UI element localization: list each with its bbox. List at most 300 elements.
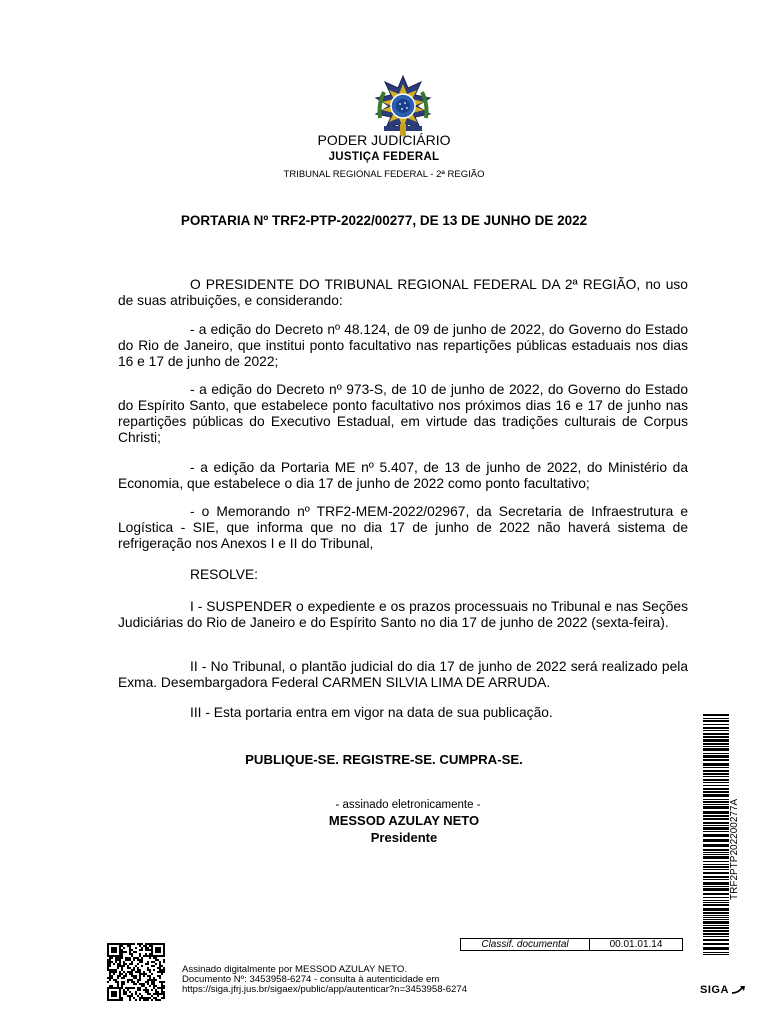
barcode-bar xyxy=(703,827,729,830)
qr-module xyxy=(139,983,141,985)
qr-module xyxy=(107,963,109,965)
qr-module xyxy=(119,975,121,977)
barcode-bar xyxy=(703,876,729,878)
qr-module xyxy=(163,947,165,949)
qr-module xyxy=(119,945,121,947)
qr-module xyxy=(147,979,149,981)
qr-module xyxy=(113,993,115,995)
qr-module xyxy=(131,973,133,975)
qr-module xyxy=(131,961,133,963)
coat-of-arms-icon xyxy=(372,74,434,138)
qr-module xyxy=(159,951,161,953)
barcode-bar xyxy=(703,804,729,805)
barcode-bar xyxy=(703,879,729,880)
qr-module xyxy=(115,959,117,961)
qr-module xyxy=(139,969,141,971)
barcode-bar xyxy=(703,815,729,817)
qr-module xyxy=(125,973,127,975)
qr-module xyxy=(129,963,131,965)
barcode-bar xyxy=(703,854,729,855)
barcode-bar xyxy=(703,746,729,747)
qr-module xyxy=(117,977,119,979)
barcode-bar xyxy=(703,718,729,719)
barcode-bar xyxy=(703,785,729,786)
qr-module xyxy=(139,959,141,961)
qr-module xyxy=(143,997,145,999)
barcode-bar xyxy=(703,720,729,722)
qr-module xyxy=(149,985,151,987)
barcode-bar xyxy=(703,811,729,814)
qr-module xyxy=(153,983,155,985)
qr-module xyxy=(143,999,145,1001)
barcode-bar xyxy=(703,776,729,777)
paragraph-decreto-es: - a edição do Decreto nº 973-S, de 10 de junho de 2022, do Governo do Estado do Espírito Santo, que estabelece ponto facultativo nos próximos dias 16 e 17 de junho nas repartições públicas do Executivo Estadual, em virtude das tradições culturais de Corpus Christi; xyxy=(118,382,688,445)
qr-module xyxy=(151,965,153,967)
qr-module xyxy=(113,963,115,965)
qr-module xyxy=(115,995,117,997)
qr-module xyxy=(117,999,119,1001)
qr-module xyxy=(139,971,141,973)
qr-module xyxy=(133,969,135,971)
barcode-bar xyxy=(703,727,729,729)
qr-module xyxy=(139,977,141,979)
qr-module xyxy=(161,987,163,989)
qr-module xyxy=(153,961,155,963)
qr-module xyxy=(161,997,163,999)
qr-module xyxy=(157,951,159,953)
qr-module xyxy=(115,955,117,957)
qr-module xyxy=(115,969,117,971)
barcode-bar xyxy=(703,822,729,824)
qr-module xyxy=(147,989,149,991)
qr-module xyxy=(111,949,113,951)
qr-module xyxy=(117,983,119,985)
qr-module xyxy=(111,977,113,979)
barcode xyxy=(703,714,747,956)
barcode-bar xyxy=(703,930,729,932)
qr-module xyxy=(163,995,165,997)
qr-module xyxy=(129,959,131,961)
qr-module xyxy=(143,989,145,991)
qr-module xyxy=(109,963,111,965)
qr-module xyxy=(115,999,117,1001)
qr-module xyxy=(139,953,141,955)
qr-module xyxy=(153,957,155,959)
qr-module xyxy=(157,999,159,1001)
qr-module xyxy=(113,973,115,975)
barcode-bar xyxy=(703,748,729,751)
barcode-bar xyxy=(703,714,729,716)
qr-module xyxy=(117,975,119,977)
qr-module xyxy=(129,973,131,975)
qr-module xyxy=(163,945,165,947)
qr-module xyxy=(153,943,155,945)
qr-module xyxy=(149,975,151,977)
qr-module xyxy=(161,981,163,983)
qr-module xyxy=(147,967,149,969)
qr-module xyxy=(137,995,139,997)
barcode-bar xyxy=(703,736,729,738)
qr-module xyxy=(159,993,161,995)
qr-module xyxy=(163,949,165,951)
qr-module xyxy=(109,959,111,961)
qr-module xyxy=(117,959,119,961)
qr-module xyxy=(129,971,131,973)
qr-module xyxy=(127,995,129,997)
barcode-bar xyxy=(703,864,729,865)
qr-module xyxy=(119,995,121,997)
qr-module xyxy=(163,955,165,957)
qr-module xyxy=(117,987,119,989)
qr-module xyxy=(115,947,117,949)
qr-module xyxy=(161,985,163,987)
qr-module xyxy=(149,993,151,995)
qr-module xyxy=(155,993,157,995)
qr-module xyxy=(115,943,117,945)
qr-module xyxy=(151,949,153,951)
qr-module xyxy=(139,975,141,977)
barcode-bar xyxy=(703,866,729,868)
footer-line-3[interactable]: https://siga.jfrj.jus.br/sigaex/public/app/autenticar?n=3453958-6274 xyxy=(182,984,468,995)
qr-module xyxy=(123,989,125,991)
barcode-bar xyxy=(703,739,729,742)
qr-module xyxy=(161,943,163,945)
qr-module xyxy=(121,943,123,945)
closing-publique: PUBLIQUE-SE. REGISTRE-SE. CUMPRA-SE. xyxy=(245,752,523,767)
qr-module xyxy=(155,999,157,1001)
qr-module xyxy=(147,975,149,977)
qr-module xyxy=(145,953,147,955)
barcode-bar xyxy=(703,893,729,895)
siga-logo-text: SIGA xyxy=(700,984,729,996)
qr-module xyxy=(113,969,115,971)
qr-module xyxy=(157,971,159,973)
qr-module xyxy=(159,977,161,979)
qr-module xyxy=(113,987,115,989)
qr-module xyxy=(115,981,117,983)
siga-logo xyxy=(700,984,746,996)
qr-module xyxy=(147,981,149,983)
qr-module xyxy=(159,971,161,973)
qr-module xyxy=(129,957,131,959)
qr-module xyxy=(151,955,153,957)
qr-module xyxy=(113,947,115,949)
barcode-bar xyxy=(703,921,729,924)
qr-module xyxy=(107,943,109,945)
qr-module xyxy=(129,943,131,945)
qr-module xyxy=(155,989,157,991)
classification-table xyxy=(460,938,683,951)
qr-module xyxy=(151,951,153,953)
barcode-bar xyxy=(703,801,729,803)
qr-module xyxy=(159,981,161,983)
qr-module xyxy=(139,979,141,981)
qr-module xyxy=(131,971,133,973)
qr-module xyxy=(159,949,161,951)
qr-module xyxy=(107,981,109,983)
qr-module xyxy=(163,961,165,963)
qr-module xyxy=(125,951,127,953)
qr-module xyxy=(123,961,125,963)
qr-module xyxy=(115,957,117,959)
qr-module xyxy=(119,951,121,953)
barcode-bar xyxy=(703,839,729,842)
qr-code[interactable] xyxy=(107,943,165,1001)
qr-module xyxy=(129,945,131,947)
qr-module xyxy=(163,971,165,973)
qr-module xyxy=(131,953,133,955)
qr-module xyxy=(147,943,149,945)
paragraph-decreto-rj: - a edição do Decreto nº 48.124, de 09 de junho de 2022, do Governo do Estado do Rio de Janeiro, que institui ponto facultativo nas repartições públicas estaduais nos dias 16 e 17 de junho de 2022; xyxy=(118,322,688,369)
qr-module xyxy=(145,945,147,947)
qr-module xyxy=(109,955,111,957)
qr-module xyxy=(107,993,109,995)
qr-module xyxy=(143,975,145,977)
qr-module xyxy=(107,997,109,999)
qr-module xyxy=(161,965,163,967)
qr-module xyxy=(145,949,147,951)
qr-module xyxy=(147,947,149,949)
barcode-bar xyxy=(703,759,729,761)
qr-module xyxy=(115,979,117,981)
barcode-bar xyxy=(703,799,729,800)
barcode-bar xyxy=(703,933,729,935)
qr-module xyxy=(145,947,147,949)
qr-module xyxy=(131,949,133,951)
qr-module xyxy=(107,969,109,971)
qr-module xyxy=(145,997,147,999)
qr-module xyxy=(151,961,153,963)
qr-module xyxy=(157,995,159,997)
qr-module xyxy=(135,957,137,959)
qr-module xyxy=(127,981,129,983)
qr-module xyxy=(107,995,109,997)
barcode-bar xyxy=(703,886,729,887)
qr-module xyxy=(109,965,111,967)
qr-module xyxy=(153,985,155,987)
qr-module xyxy=(125,987,127,989)
qr-module xyxy=(139,949,141,951)
qr-module xyxy=(151,947,153,949)
qr-module xyxy=(109,961,111,963)
barcode-bar xyxy=(703,947,729,950)
qr-module xyxy=(159,967,161,969)
qr-module xyxy=(121,973,123,975)
barcode-bar xyxy=(703,882,729,885)
qr-module xyxy=(113,991,115,993)
qr-module xyxy=(151,981,153,983)
barcode-bar xyxy=(703,753,729,754)
footer-line-1: Assinado digitalmente por MESSOD AZULAY NETO. xyxy=(182,964,408,975)
qr-module xyxy=(121,955,123,957)
qr-module xyxy=(127,987,129,989)
qr-module xyxy=(107,949,109,951)
qr-module xyxy=(133,997,135,999)
qr-module xyxy=(147,949,149,951)
barcode-bar xyxy=(703,936,729,937)
qr-module xyxy=(121,969,123,971)
qr-module xyxy=(117,967,119,969)
qr-module xyxy=(131,981,133,983)
barcode-bar xyxy=(703,952,729,953)
qr-module xyxy=(155,949,157,951)
qr-module xyxy=(141,947,143,949)
qr-module xyxy=(141,995,143,997)
qr-module xyxy=(111,951,113,953)
qr-module xyxy=(157,943,159,945)
barcode-bar xyxy=(703,917,729,918)
qr-module xyxy=(129,953,131,955)
qr-module xyxy=(137,967,139,969)
qr-module xyxy=(131,963,133,965)
qr-module xyxy=(127,943,129,945)
qr-module xyxy=(147,955,149,957)
qr-module xyxy=(111,995,113,997)
qr-module xyxy=(119,959,121,961)
qr-module xyxy=(151,989,153,991)
barcode-bar xyxy=(703,888,729,891)
qr-module xyxy=(157,949,159,951)
qr-module xyxy=(161,971,163,973)
barcode-bar xyxy=(703,831,729,832)
qr-module xyxy=(141,985,143,987)
qr-module xyxy=(157,955,159,957)
qr-module xyxy=(133,977,135,979)
qr-module xyxy=(121,987,123,989)
qr-module xyxy=(109,969,111,971)
qr-module xyxy=(151,995,153,997)
qr-module xyxy=(155,963,157,965)
qr-module xyxy=(125,957,127,959)
qr-module xyxy=(147,983,149,985)
barcode-bar xyxy=(703,806,729,809)
qr-module xyxy=(107,965,109,967)
qr-module xyxy=(119,987,121,989)
paragraph-item-ii: II - No Tribunal, o plantão judicial do dia 17 de junho de 2022 será realizado pela Exma. Desembargadora Federal CARMEN SILVIA LIMA DE ARRUDA. xyxy=(118,659,688,690)
qr-module xyxy=(119,957,121,959)
qr-module xyxy=(129,991,131,993)
qr-module xyxy=(163,943,165,945)
qr-module xyxy=(135,965,137,967)
qr-module xyxy=(137,943,139,945)
qr-module xyxy=(111,957,113,959)
qr-module xyxy=(161,993,163,995)
qr-module xyxy=(119,973,121,975)
qr-module xyxy=(121,951,123,953)
qr-module xyxy=(157,947,159,949)
qr-module xyxy=(163,987,165,989)
qr-module xyxy=(163,985,165,987)
barcode-bar xyxy=(703,872,729,874)
qr-module xyxy=(163,951,165,953)
qr-module xyxy=(111,985,113,987)
qr-module xyxy=(111,975,113,977)
qr-module xyxy=(153,969,155,971)
qr-module xyxy=(129,995,131,997)
qr-module xyxy=(139,945,141,947)
barcode-bar xyxy=(703,927,729,929)
qr-module xyxy=(107,961,109,963)
qr-module xyxy=(107,989,109,991)
qr-module xyxy=(137,989,139,991)
qr-module xyxy=(107,977,109,979)
qr-module xyxy=(119,943,121,945)
qr-module xyxy=(123,975,125,977)
qr-module xyxy=(127,967,129,969)
qr-module xyxy=(135,983,137,985)
qr-module xyxy=(153,987,155,989)
qr-module xyxy=(119,961,121,963)
qr-module xyxy=(155,957,157,959)
barcode-bar xyxy=(703,897,729,898)
barcode-bar xyxy=(703,730,729,731)
paragraph-item-iii: III - Esta portaria entra em vigor na data de sua publicação. xyxy=(190,705,553,720)
qr-module xyxy=(133,959,135,961)
siga-arrow-icon xyxy=(732,985,746,995)
qr-module xyxy=(161,983,163,985)
qr-module xyxy=(117,963,119,965)
qr-module xyxy=(161,969,163,971)
qr-module xyxy=(111,971,113,973)
qr-module xyxy=(111,969,113,971)
qr-module xyxy=(115,971,117,973)
qr-module xyxy=(119,999,121,1001)
qr-module xyxy=(125,991,127,993)
qr-module xyxy=(149,953,151,955)
qr-module xyxy=(127,957,129,959)
barcode-bar xyxy=(703,912,729,914)
barcode-bar xyxy=(703,755,729,758)
qr-module xyxy=(129,949,131,951)
qr-module xyxy=(159,975,161,977)
qr-module xyxy=(107,951,109,953)
qr-module xyxy=(141,943,143,945)
qr-module xyxy=(147,961,149,963)
qr-module xyxy=(153,997,155,999)
paragraph-intro: O PRESIDENTE DO TRIBUNAL REGIONAL FEDERAL DA 2ª REGIÃO, no uso de suas atribuições, e considerando: xyxy=(118,277,688,308)
qr-module xyxy=(123,991,125,993)
barcode-bar xyxy=(703,791,729,793)
paragraph-portaria-me: - a edição da Portaria ME nº 5.407, de 13 de junho de 2022, do Ministério da Economia, que estabelece o dia 17 de junho de 2022 como ponto facultativo; xyxy=(118,460,688,491)
qr-module xyxy=(113,951,115,953)
barcode-bar xyxy=(703,743,729,745)
qr-module xyxy=(151,999,153,1001)
qr-module xyxy=(153,981,155,983)
qr-module xyxy=(145,955,147,957)
barcode-bar xyxy=(703,844,729,847)
qr-module xyxy=(157,967,159,969)
qr-module xyxy=(157,993,159,995)
qr-module xyxy=(153,965,155,967)
qr-module xyxy=(111,999,113,1001)
qr-module xyxy=(139,943,141,945)
qr-module xyxy=(123,951,125,953)
qr-module xyxy=(139,961,141,963)
qr-module xyxy=(109,985,111,987)
qr-module xyxy=(145,943,147,945)
qr-module xyxy=(121,953,123,955)
qr-module xyxy=(109,943,111,945)
qr-module xyxy=(145,987,147,989)
qr-module xyxy=(119,965,121,967)
qr-module xyxy=(115,993,117,995)
qr-module xyxy=(149,957,151,959)
qr-module xyxy=(127,965,129,967)
qr-module xyxy=(149,977,151,979)
qr-module xyxy=(123,971,125,973)
qr-module xyxy=(121,945,123,947)
signer-role: Presidente xyxy=(370,830,438,845)
